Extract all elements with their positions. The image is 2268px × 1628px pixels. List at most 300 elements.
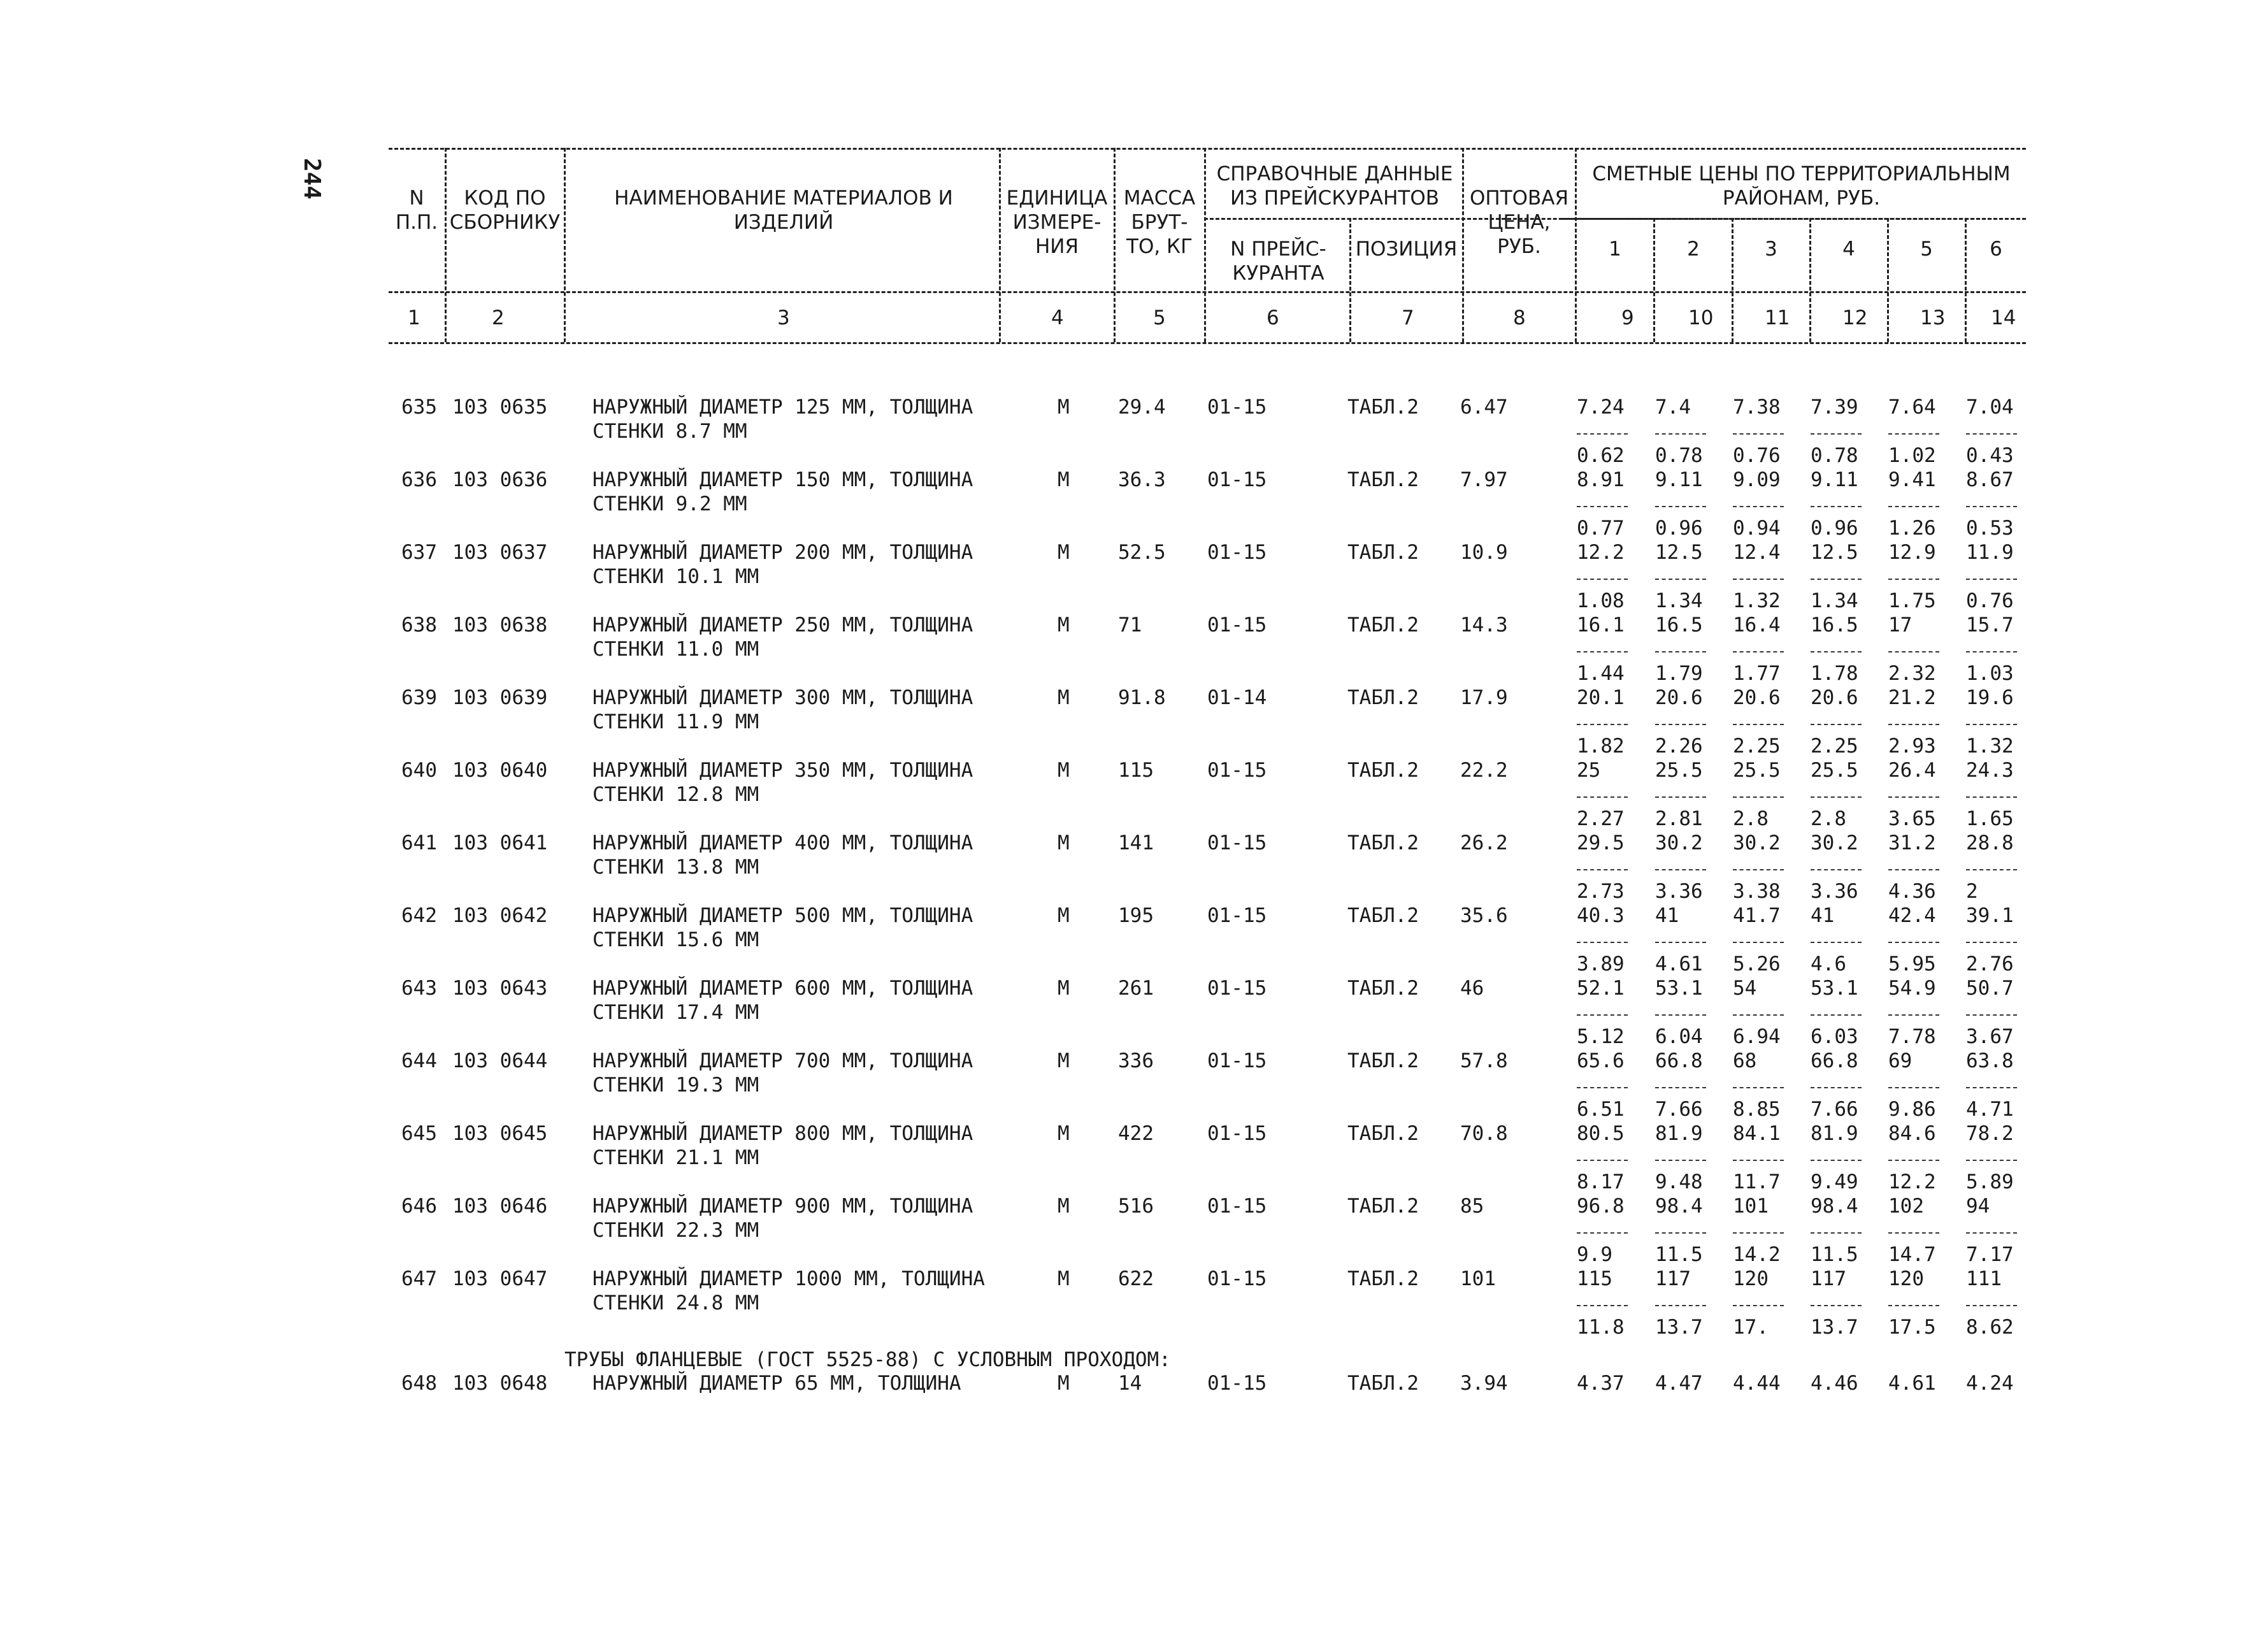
region-price: 25.5	[1655, 759, 1703, 782]
fraction-rule	[1888, 1305, 1939, 1306]
row-number: 635	[401, 396, 437, 419]
region-labor-cost: 2.8	[1811, 807, 1846, 830]
row-name: НАРУЖНЫЙ ДИАМЕТР 900 ММ, ТОЛЩИНА	[592, 1195, 973, 1218]
fraction-rule	[1888, 869, 1939, 870]
region-price: 20.6	[1811, 686, 1858, 709]
row-number: 645	[401, 1122, 437, 1145]
region-labor-cost: 2.25	[1811, 735, 1858, 758]
header-mid-rule	[389, 291, 2026, 293]
row-number: 642	[401, 904, 437, 927]
row-position: ТАБЛ.2	[1347, 1372, 1419, 1395]
region-price: 52.1	[1577, 977, 1625, 1000]
region-labor-cost: 4.71	[1966, 1098, 2014, 1121]
row-number: 647	[401, 1267, 437, 1290]
fraction-rule	[1966, 796, 2017, 798]
region-labor-cost: 4.61	[1655, 953, 1703, 976]
row-name: НАРУЖНЫЙ ДИАМЕТР 500 ММ, ТОЛЩИНА	[592, 904, 973, 927]
col-number: 11	[1765, 306, 1790, 329]
fraction-rule	[1577, 433, 1628, 435]
fraction-rule	[1655, 1087, 1706, 1088]
fraction-rule	[1733, 869, 1784, 870]
row-code: 103 0639	[452, 686, 548, 709]
region-price: 66.8	[1655, 1049, 1703, 1072]
fraction-rule	[1655, 579, 1706, 580]
region-price: 39.1	[1966, 904, 2014, 927]
fraction-rule	[1888, 1087, 1939, 1088]
fraction-rule	[1655, 942, 1706, 943]
fraction-rule	[1655, 869, 1706, 870]
region-price: 4.46	[1811, 1372, 1858, 1395]
header-bottom-rule	[389, 342, 2026, 344]
row-position: ТАБЛ.2	[1347, 1122, 1419, 1145]
row-name: НАРУЖНЫЙ ДИАМЕТР 700 ММ, ТОЛЩИНА	[592, 1049, 973, 1072]
header-pricelist: N ПРЕЙС-КУРАНТА	[1230, 238, 1326, 285]
region-labor-cost: 5.12	[1577, 1025, 1625, 1048]
region-price: 115	[1577, 1267, 1612, 1290]
region-price: 54	[1733, 977, 1757, 1000]
row-code: 103 0646	[452, 1195, 548, 1218]
region-price: 98.4	[1811, 1195, 1858, 1218]
row-position: ТАБЛ.2	[1347, 396, 1419, 419]
row-mass: 261	[1118, 977, 1154, 1000]
region-labor-cost: 3.89	[1577, 953, 1625, 976]
region-price: 41	[1655, 904, 1679, 927]
region-labor-cost: 6.04	[1655, 1025, 1703, 1048]
region-price: 25.5	[1811, 759, 1858, 782]
fraction-rule	[1888, 579, 1939, 580]
row-position: ТАБЛ.2	[1347, 1267, 1419, 1290]
row-name-cont: СТЕНКИ 11.0 ММ	[592, 638, 759, 661]
fraction-rule	[1577, 796, 1628, 798]
header-region: 5	[1920, 238, 1933, 261]
fraction-rule	[1577, 579, 1628, 580]
row-number: 638	[401, 614, 437, 637]
table-row	[389, 468, 2026, 540]
row-price: 17.9	[1460, 686, 1508, 709]
region-price: 117	[1655, 1267, 1691, 1290]
fraction-rule	[1655, 796, 1706, 798]
fraction-rule	[1655, 1014, 1706, 1016]
region-price: 12.4	[1733, 541, 1781, 564]
region-price: 111	[1966, 1267, 2002, 1290]
region-price: 30.2	[1811, 832, 1858, 854]
row-unit: М	[1058, 1267, 1070, 1290]
table-row	[389, 540, 2026, 613]
region-labor-cost: 1.82	[1577, 735, 1625, 758]
region-labor-cost: 1.78	[1811, 662, 1858, 685]
region-price: 19.6	[1966, 686, 2014, 709]
region-price: 26.4	[1888, 759, 1936, 782]
row-mass: 36.3	[1118, 468, 1166, 491]
row-name: НАРУЖНЫЙ ДИАМЕТР 300 ММ, ТОЛЩИНА	[592, 686, 973, 709]
region-price: 9.41	[1888, 468, 1936, 491]
region-labor-cost: 3.38	[1733, 880, 1781, 903]
row-price: 46	[1460, 977, 1484, 1000]
fraction-rule	[1811, 1087, 1862, 1088]
region-labor-cost: 7.17	[1966, 1243, 2014, 1266]
row-mass: 422	[1118, 1122, 1154, 1145]
region-labor-cost: 1.77	[1733, 662, 1781, 685]
region-labor-cost: 11.5	[1811, 1243, 1858, 1266]
region-labor-cost: 9.86	[1888, 1098, 1936, 1121]
region-labor-cost: 4.36	[1888, 880, 1936, 903]
row-pricelist: 01-15	[1207, 396, 1267, 419]
header-region: 4	[1842, 238, 1855, 261]
region-labor-cost: 2.32	[1888, 662, 1936, 685]
region-labor-cost: 0.43	[1966, 444, 2014, 467]
row-mass: 115	[1118, 759, 1154, 782]
col-number: 9	[1621, 306, 1634, 329]
header-region: 6	[1990, 238, 2002, 261]
row-pricelist: 01-15	[1207, 1122, 1267, 1145]
table-row	[389, 758, 2026, 831]
region-price: 7.39	[1811, 396, 1858, 419]
region-price: 25	[1577, 759, 1601, 782]
region-labor-cost: 1.08	[1577, 589, 1625, 612]
row-code: 103 0642	[452, 904, 548, 927]
region-price: 7.4	[1655, 396, 1691, 419]
row-price: 35.6	[1460, 904, 1508, 927]
row-pricelist: 01-15	[1207, 541, 1267, 564]
header-mass: МАССА БРУТ-ТО, КГ	[1123, 187, 1196, 258]
row-name: НАРУЖНЫЙ ДИАМЕТР 200 ММ, ТОЛЩИНА	[592, 541, 973, 564]
region-labor-cost: 6.51	[1577, 1098, 1625, 1121]
region-price: 16.1	[1577, 614, 1625, 637]
row-unit: М	[1058, 904, 1070, 927]
region-labor-cost: 2.73	[1577, 880, 1625, 903]
fraction-rule	[1577, 506, 1628, 507]
table-row	[389, 1121, 2026, 1194]
region-price: 29.5	[1577, 832, 1625, 854]
region-price: 120	[1733, 1267, 1769, 1290]
fraction-rule	[1888, 796, 1939, 798]
row-unit: М	[1058, 541, 1070, 564]
header-position: ПОЗИЦИЯ	[1355, 238, 1458, 261]
row-mass: 52.5	[1118, 541, 1166, 564]
region-price: 15.7	[1966, 614, 2014, 637]
region-labor-cost: 3.36	[1811, 880, 1858, 903]
fraction-rule	[1733, 796, 1784, 798]
region-labor-cost: 1.32	[1966, 735, 2014, 758]
row-unit: М	[1058, 614, 1070, 637]
section-title: ТРУБЫ ФЛАНЦЕВЫЕ (ГОСТ 5525-88) С УСЛОВНЫМ ПРОХОДОМ:	[564, 1348, 1171, 1371]
row-number: 637	[401, 541, 437, 564]
table-header	[389, 148, 2026, 352]
region-price: 30.2	[1733, 832, 1781, 854]
region-price: 28.8	[1966, 832, 2014, 854]
region-labor-cost: 9.9	[1577, 1243, 1612, 1266]
row-name: НАРУЖНЫЙ ДИАМЕТР 65 ММ, ТОЛЩИНА	[592, 1372, 961, 1395]
header-region: 2	[1687, 238, 1700, 261]
col-number: 6	[1267, 306, 1279, 329]
row-name: НАРУЖНЫЙ ДИАМЕТР 125 ММ, ТОЛЩИНА	[592, 396, 973, 419]
row-unit: М	[1058, 1122, 1070, 1145]
table-row	[389, 1049, 2026, 1121]
region-price: 25.5	[1733, 759, 1781, 782]
col-number: 13	[1920, 306, 1946, 329]
region-price: 7.64	[1888, 396, 1936, 419]
region-price: 94	[1966, 1195, 1990, 1218]
row-name-cont: СТЕНКИ 15.6 ММ	[592, 928, 759, 951]
fraction-rule	[1733, 1087, 1784, 1088]
region-price: 7.04	[1966, 396, 2014, 419]
table-row	[389, 1267, 2026, 1339]
row-code: 103 0641	[452, 832, 548, 854]
row-price: 10.9	[1460, 541, 1508, 564]
region-labor-cost: 14.2	[1733, 1243, 1781, 1266]
table-row	[389, 686, 2026, 758]
row-mass: 71	[1118, 614, 1142, 637]
region-labor-cost: 5.26	[1733, 953, 1781, 976]
fraction-rule	[1733, 942, 1784, 943]
region-price: 24.3	[1966, 759, 2014, 782]
region-labor-cost: 1.34	[1655, 589, 1703, 612]
row-mass: 622	[1118, 1267, 1154, 1290]
fraction-rule	[1888, 651, 1939, 652]
region-price: 81.9	[1655, 1122, 1703, 1145]
row-name-cont: СТЕНКИ 11.9 ММ	[592, 710, 759, 733]
row-number: 646	[401, 1195, 437, 1218]
fraction-rule	[1577, 651, 1628, 652]
fraction-rule	[1733, 579, 1784, 580]
row-code: 103 0643	[452, 977, 548, 1000]
fraction-rule	[1577, 1305, 1628, 1306]
row-name-cont: СТЕНКИ 8.7 ММ	[592, 420, 747, 443]
region-price: 117	[1811, 1267, 1846, 1290]
region-price: 53.1	[1655, 977, 1703, 1000]
row-name-cont: СТЕНКИ 10.1 ММ	[592, 565, 759, 588]
region-labor-cost: 0.76	[1966, 589, 2014, 612]
fraction-rule	[1811, 506, 1862, 507]
row-unit: М	[1058, 686, 1070, 709]
region-labor-cost: 7.78	[1888, 1025, 1936, 1048]
row-name-cont: СТЕНКИ 24.8 ММ	[592, 1292, 759, 1315]
col-number: 2	[492, 306, 505, 329]
row-pricelist: 01-14	[1207, 686, 1267, 709]
region-price: 4.44	[1733, 1372, 1781, 1395]
region-price: 12.9	[1888, 541, 1936, 564]
region-labor-cost: 2.27	[1577, 807, 1625, 830]
region-price: 17	[1888, 614, 1913, 637]
fraction-rule	[1733, 724, 1784, 725]
row-name: НАРУЖНЫЙ ДИАМЕТР 150 ММ, ТОЛЩИНА	[592, 468, 973, 491]
region-price: 65.6	[1577, 1049, 1625, 1072]
region-price: 84.1	[1733, 1122, 1781, 1145]
header-top-rule	[389, 148, 2026, 150]
header-ref-data: СПРАВОЧНЫЕ ДАННЫЕ ИЗ ПРЕЙСКУРАНТОВ	[1216, 162, 1453, 210]
region-price: 4.24	[1966, 1372, 2014, 1395]
fraction-rule	[1966, 1232, 2017, 1234]
region-price: 8.67	[1966, 468, 2014, 491]
region-price: 20.6	[1733, 686, 1781, 709]
fraction-rule	[1577, 1232, 1628, 1234]
region-labor-cost: 11.7	[1733, 1171, 1781, 1193]
region-price: 78.2	[1966, 1122, 2014, 1145]
fraction-rule	[1888, 506, 1939, 507]
fraction-rule	[1577, 1160, 1628, 1161]
row-pricelist: 01-15	[1207, 614, 1267, 637]
region-price: 69	[1888, 1049, 1913, 1072]
row-unit: М	[1058, 1372, 1070, 1395]
region-price: 16.5	[1655, 614, 1703, 637]
row-code: 103 0637	[452, 541, 548, 564]
region-price: 9.11	[1811, 468, 1858, 491]
region-labor-cost: 0.53	[1966, 517, 2014, 540]
row-name-cont: СТЕНКИ 9.2 ММ	[592, 493, 747, 515]
header-code: КОД ПО СБОРНИКУ	[449, 187, 561, 234]
region-labor-cost: 1.79	[1655, 662, 1703, 685]
row-number: 640	[401, 759, 437, 782]
region-labor-cost: 17.	[1733, 1316, 1769, 1339]
region-labor-cost: 3.36	[1655, 880, 1703, 903]
row-name-cont: СТЕНКИ 17.4 ММ	[592, 1001, 759, 1024]
fraction-rule	[1655, 651, 1706, 652]
row-code: 103 0647	[452, 1267, 548, 1290]
fraction-rule	[1577, 1087, 1628, 1088]
row-unit: М	[1058, 759, 1070, 782]
region-price: 81.9	[1811, 1122, 1858, 1145]
row-pricelist: 01-15	[1207, 977, 1267, 1000]
row-unit: М	[1058, 1049, 1070, 1072]
fraction-rule	[1966, 1087, 2017, 1088]
region-labor-cost: 1.03	[1966, 662, 2014, 685]
fraction-rule	[1966, 942, 2017, 943]
region-labor-cost: 14.7	[1888, 1243, 1936, 1266]
region-labor-cost: 13.7	[1655, 1316, 1703, 1339]
row-code: 103 0644	[452, 1049, 548, 1072]
region-labor-cost: 2	[1966, 880, 1978, 903]
region-labor-cost: 0.62	[1577, 444, 1625, 467]
fraction-rule	[1888, 1014, 1939, 1016]
region-price: 120	[1888, 1267, 1924, 1290]
fraction-rule	[1733, 506, 1784, 507]
row-mass: 14	[1118, 1372, 1142, 1395]
row-code: 103 0645	[452, 1122, 548, 1145]
region-labor-cost: 1.34	[1811, 589, 1858, 612]
region-labor-cost: 0.76	[1733, 444, 1781, 467]
col-number: 10	[1688, 306, 1714, 329]
col-number: 5	[1153, 306, 1166, 329]
fraction-rule	[1733, 1014, 1784, 1016]
region-labor-cost: 3.65	[1888, 807, 1936, 830]
row-code: 103 0635	[452, 396, 548, 419]
table-row	[389, 613, 2026, 686]
row-pricelist: 01-15	[1207, 832, 1267, 854]
table-row	[389, 395, 2026, 468]
row-mass: 141	[1118, 832, 1154, 854]
row-price: 101	[1460, 1267, 1496, 1290]
region-price: 80.5	[1577, 1122, 1625, 1145]
region-labor-cost: 2.8	[1733, 807, 1769, 830]
header-region: 1	[1609, 238, 1621, 261]
fraction-rule	[1966, 433, 2017, 435]
row-price: 26.2	[1460, 832, 1508, 854]
fraction-rule	[1811, 796, 1862, 798]
fraction-rule	[1966, 1014, 2017, 1016]
col-number: 1	[408, 306, 420, 329]
row-position: ТАБЛ.2	[1347, 1049, 1419, 1072]
region-price: 102	[1888, 1195, 1924, 1218]
row-pricelist: 01-15	[1207, 1372, 1267, 1395]
row-mass: 516	[1118, 1195, 1154, 1218]
fraction-rule	[1577, 1014, 1628, 1016]
region-labor-cost: 12.2	[1888, 1171, 1936, 1193]
row-code: 103 0640	[452, 759, 548, 782]
row-position: ТАБЛ.2	[1347, 614, 1419, 637]
region-price: 21.2	[1888, 686, 1936, 709]
region-labor-cost: 1.02	[1888, 444, 1936, 467]
fraction-rule	[1811, 651, 1862, 652]
region-price: 8.91	[1577, 468, 1625, 491]
fraction-rule	[1811, 1305, 1862, 1306]
row-position: ТАБЛ.2	[1347, 904, 1419, 927]
region-labor-cost: 2.25	[1733, 735, 1781, 758]
region-labor-cost: 9.48	[1655, 1171, 1703, 1193]
col-number: 7	[1402, 306, 1414, 329]
region-labor-cost: 0.94	[1733, 517, 1781, 540]
region-labor-cost: 8.62	[1966, 1316, 2014, 1339]
fraction-rule	[1966, 651, 2017, 652]
row-pricelist: 01-15	[1207, 1195, 1267, 1218]
region-labor-cost: 0.96	[1655, 517, 1703, 540]
region-price: 53.1	[1811, 977, 1858, 1000]
fraction-rule	[1811, 942, 1862, 943]
region-labor-cost: 17.5	[1888, 1316, 1936, 1339]
region-price: 41.7	[1733, 904, 1781, 927]
fraction-rule	[1888, 942, 1939, 943]
region-labor-cost: 0.77	[1577, 517, 1625, 540]
row-price: 70.8	[1460, 1122, 1508, 1145]
row-price: 22.2	[1460, 759, 1508, 782]
row-mass: 336	[1118, 1049, 1154, 1072]
row-name: НАРУЖНЫЙ ДИАМЕТР 250 ММ, ТОЛЩИНА	[592, 614, 973, 637]
col-number: 3	[777, 306, 790, 329]
region-labor-cost: 6.03	[1811, 1025, 1858, 1048]
fraction-rule	[1655, 1305, 1706, 1306]
fraction-rule	[1577, 724, 1628, 725]
fraction-rule	[1811, 433, 1862, 435]
region-price: 11.9	[1966, 541, 2014, 564]
region-labor-cost: 1.65	[1966, 807, 2014, 830]
region-price: 4.37	[1577, 1372, 1625, 1395]
region-labor-cost: 2.93	[1888, 735, 1936, 758]
fraction-rule	[1655, 506, 1706, 507]
row-position: ТАБЛ.2	[1347, 832, 1419, 854]
region-labor-cost: 1.75	[1888, 589, 1936, 612]
region-labor-cost: 0.96	[1811, 517, 1858, 540]
row-number: 641	[401, 832, 437, 854]
row-pricelist: 01-15	[1207, 759, 1267, 782]
region-price: 40.3	[1577, 904, 1625, 927]
fraction-rule	[1655, 724, 1706, 725]
row-position: ТАБЛ.2	[1347, 686, 1419, 709]
row-pricelist: 01-15	[1207, 468, 1267, 491]
row-position: ТАБЛ.2	[1347, 1195, 1419, 1218]
row-position: ТАБЛ.2	[1347, 468, 1419, 491]
region-labor-cost: 11.8	[1577, 1316, 1625, 1339]
region-labor-cost: 3.67	[1966, 1025, 2014, 1048]
table-row	[389, 976, 2026, 1049]
region-labor-cost: 7.66	[1655, 1098, 1703, 1121]
region-price: 9.09	[1733, 468, 1781, 491]
row-code: 103 0648	[452, 1372, 548, 1395]
region-price: 12.5	[1655, 541, 1703, 564]
row-position: ТАБЛ.2	[1347, 759, 1419, 782]
region-labor-cost: 0.78	[1655, 444, 1703, 467]
region-price: 16.4	[1733, 614, 1781, 637]
header-regional: СМЕТНЫЕ ЦЕНЫ ПО ТЕРРИТОРИАЛЬНЫМ РАЙОНАМ, РУБ.	[1592, 162, 2011, 210]
region-labor-cost: 8.85	[1733, 1098, 1781, 1121]
